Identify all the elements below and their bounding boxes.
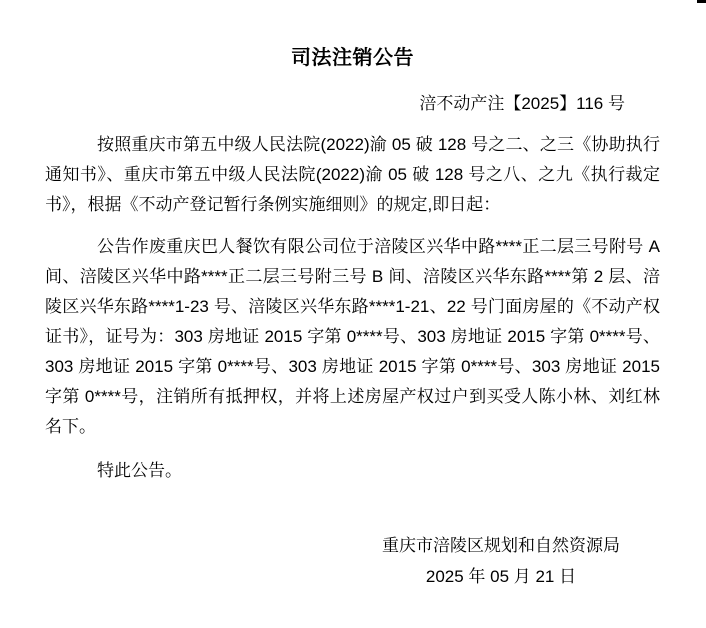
issuing-authority: 重庆市涪陵区规划和自然资源局 [382, 536, 620, 555]
paragraph-legal-basis: 按照重庆市第五中级人民法院(2022)渝 05 破 128 号之二、之三《协助执行通知书》、重庆市第五中级人民法院(2022)渝 05 破 128 号之八、之九《执行裁定书》，根据《不动产登记暂行条例实施细则》的规定,即日起： [45, 135, 660, 214]
paragraph-cancellation-body: 公告作废重庆巴人餐饮有限公司位于涪陵区兴华中路****正二层三号附号 A 间、涪陵区兴华中路****正二层三号附三号 B 间、涪陵区兴华东路****第 2 层、涪陵区兴华东路****1-23 号、涪陵区兴华东路****1-21、22 号门面房屋的《不动产权证书》，证号为：303 房地证 2015 字第 0****号、303 房地证 2015 字第 0****号、303 房地证 2015 字第 0****号、303 房地证 2015 字第 0****号、303 房地证 2015 字第 0****号，注销所有抵押权，并将上述房屋产权过户到买受人陈小林、刘红林名下。 [45, 237, 660, 436]
signature-block [45, 530, 660, 592]
document-number: 涪不动产注【2025】116 号 [419, 94, 625, 113]
issue-date: 2025 年 05 月 21 日 [425, 567, 577, 586]
corner-artifact [697, 0, 706, 3]
paragraph-closing: 特此公告。 [97, 461, 182, 480]
document-title: 司法注销公告 [291, 47, 414, 69]
signature-inner [382, 530, 620, 592]
